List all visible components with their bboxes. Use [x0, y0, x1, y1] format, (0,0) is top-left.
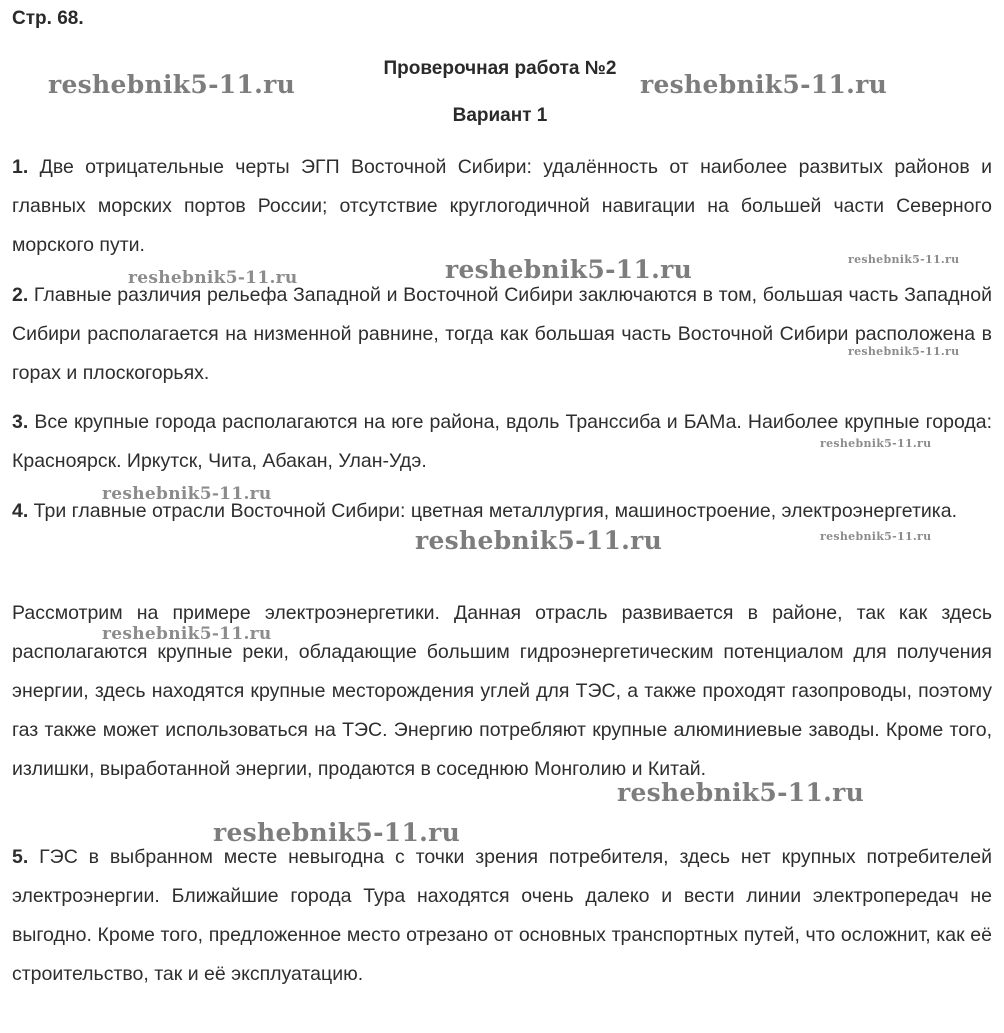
- watermark: reshebnik5-11.ru: [640, 70, 888, 99]
- watermark: reshebnik5-11.ru: [848, 253, 960, 266]
- answer-number: 5.: [12, 846, 29, 868]
- watermark: reshebnik5-11.ru: [48, 70, 296, 99]
- answer-2: [12, 276, 992, 393]
- watermark: reshebnik5-11.ru: [102, 484, 272, 504]
- worksheet-title: Проверочная работа №2: [383, 58, 617, 79]
- answer-4-explanation: [12, 594, 992, 789]
- answer-3: [12, 403, 992, 481]
- answer-number: 1.: [12, 156, 29, 178]
- page-number: Стр. 68.: [12, 8, 84, 29]
- answer-text: Рассмотрим на примере электроэнергетики. Данная отрасль развивается в районе, так как здесь располагаются крупные реки, обладающие большим гидроэнергетическим потенциалом для получения энергии, здесь находятся крупные месторождения углей для ТЭС, а также проходят газопроводы, поэтому газ также может использоваться на ТЭС. Энергию потребляют крупные алюминиевые заводы. Кроме того, излишки, выработанной энергии, продаются в соседнюю Монголию и Китай.: [12, 602, 992, 780]
- answer-text: Две отрицательные черты ЭГП Восточной Сибири: удалённость от наиболее развитых районов и главных морских портов России; отсутствие круглогодичной навигации на большей части Северного морского пути.: [12, 156, 992, 256]
- answer-number: 2.: [12, 284, 29, 306]
- answer-text: Все крупные города располагаются на юге района, вдоль Транссиба и БАМа. Наиболее крупные города: Красноярск. Иркутск, Чита, Абакан, Улан-Удэ.: [12, 411, 992, 472]
- variant-title: Вариант 1: [452, 105, 548, 126]
- answer-text: Главные различия рельефа Западной и Восточной Сибири заключаются в том, большая часть Западной Сибири располагается на низменной равнине, тогда как большая часть Восточной Сибири расположена в горах и плоскогорьях.: [12, 284, 992, 384]
- watermark: reshebnik5-11.ru: [820, 530, 932, 543]
- watermark: reshebnik5-11.ru: [848, 345, 960, 358]
- watermark: reshebnik5-11.ru: [445, 255, 693, 284]
- watermark: reshebnik5-11.ru: [617, 778, 865, 807]
- answer-number: 3.: [12, 411, 29, 433]
- watermark: reshebnik5-11.ru: [128, 268, 298, 288]
- answer-text: ГЭС в выбранном месте невыгодна с точки зрения потребителя, здесь нет крупных потребителей электроэнергии. Ближайшие города Тура находятся очень далеко и вести линии электропередач не выгодно. Кроме того, предложенное место отрезано от основных транспортных путей, что осложнит, как её строительство, так и её эксплуатацию.: [12, 846, 992, 985]
- answer-1: [12, 148, 992, 265]
- answer-text: Три главные отрасли Восточной Сибири: цветная металлургия, машиностроение, электроэнергетика.: [28, 500, 958, 522]
- answer-4: [12, 492, 992, 531]
- answer-number: 4.: [12, 500, 29, 522]
- watermark: reshebnik5-11.ru: [820, 437, 932, 450]
- watermark: reshebnik5-11.ru: [213, 818, 461, 847]
- watermark: reshebnik5-11.ru: [415, 526, 663, 555]
- watermark: reshebnik5-11.ru: [102, 624, 272, 644]
- answer-5: [12, 838, 992, 994]
